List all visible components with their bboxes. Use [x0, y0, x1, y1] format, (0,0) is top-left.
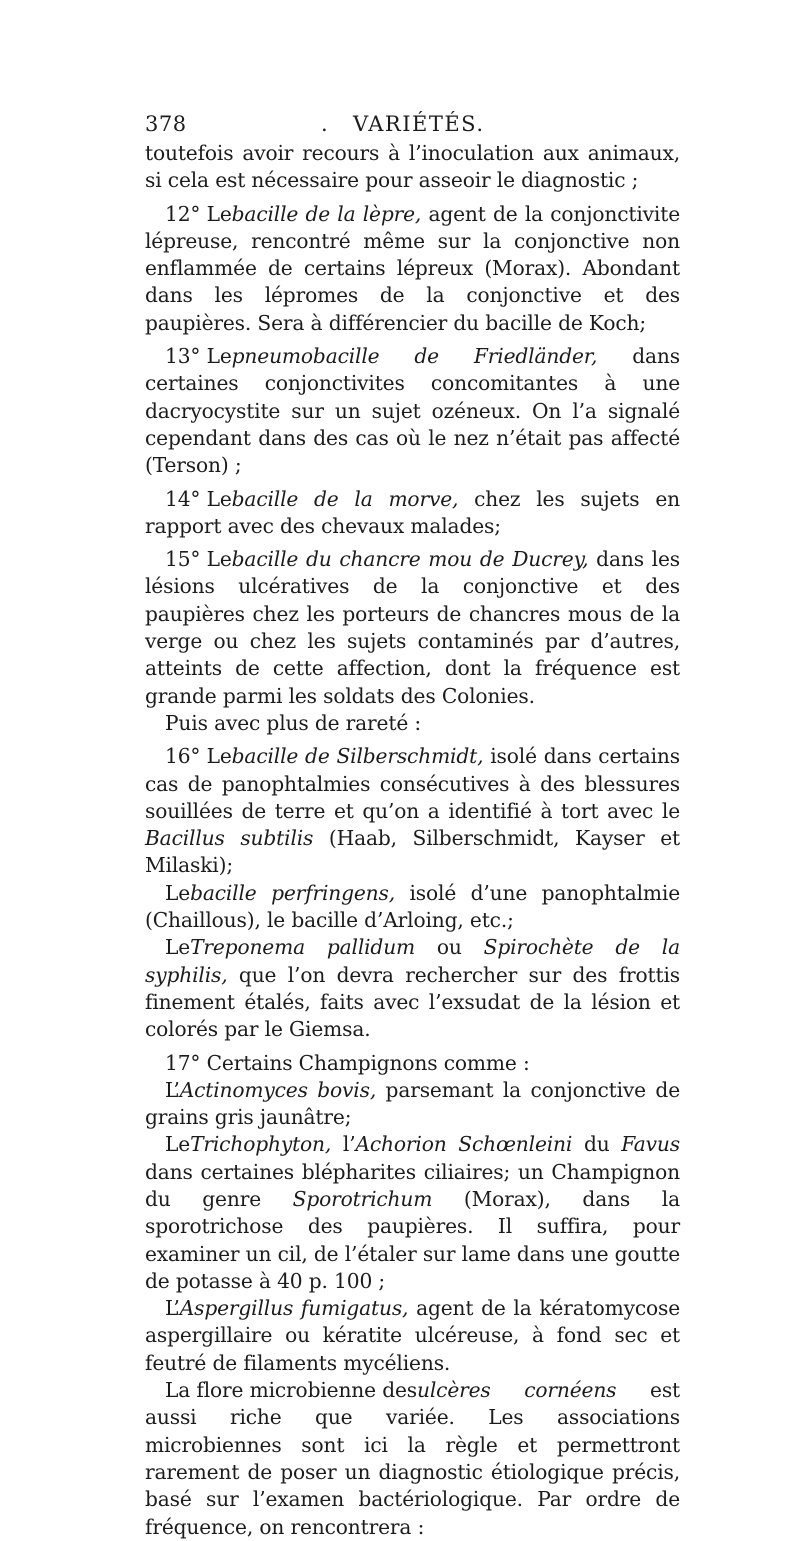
- paragraph-continuation: toutefois avoir recours à l’inoculation aux animaux, si cela est nécessaire pour asseoir le diagnostic ;: [145, 141, 680, 193]
- paragraph-flore: La flore microbienne desulcères cornéens est aussi riche que variée. Les associations microbiennes sont ici la règle et permettront rarement de poser un diagnostic étiologique précis, basé sur l’examen bactériologique. Par ordre de fréquence, on rencontrera :: [145, 1378, 680, 1539]
- paragraph-treponema: LeTreponema pallidum ou Spirochète de la syphilis, que l’on devra rechercher sur des frottis finement étalés, faits avec l’exsudat de la lésion et colorés par le Giemsa.: [145, 935, 680, 1042]
- paragraph-actinomyces: L’Actinomyces bovis, parsemant la conjonctive de grains gris jaunâtre;: [145, 1077, 680, 1130]
- running-title: VARIÉTÉS.: [353, 112, 485, 136]
- paragraph-item-14: 14° Lebacille de la morve, chez les sujets en rapport avec des chevaux malades;: [145, 486, 680, 538]
- header-dot: .: [321, 112, 329, 136]
- paragraph-item-17: 17° Certains Champignons comme :: [165, 1050, 530, 1075]
- paragraph-trichophyton: LeTrichophyton, l’Achorion Schœnleini du Favus dans certaines blépharites ciliaires; un Champignon du genre Sporotrichum (Morax), dans la sporotrichose des paupières. Il suffira, pour examiner un cil, de l’étaler sur lame dans une goutte de potasse à 40 p. 100 ;: [145, 1132, 681, 1293]
- body-text: [145, 140, 680, 1541]
- paragraph-item-15: 15° Lebacille du chancre mou de Ducrey, dans les lésions ulcératives de la conjonctive et des paupières chez les porteurs de chancres mous de la verge ou chez les sujets contaminés par d’autres, atteints de cette affection, dont la fréquence est grande parmi les soldats des Colonies.: [145, 547, 680, 708]
- paragraph-perfringens: Lebacille perfringens, isolé d’une panophtalmie (Chaillous), le bacille d’Arloing, etc.;: [145, 880, 680, 933]
- paragraph-rarer: Puis avec plus de rareté :: [165, 710, 422, 735]
- paragraph-item-13: 13° Lepneumobacille de Friedländer, dans certaines conjonctivites concomitantes à une dacryocystite sur un sujet ozéneux. On l’a signalé cependant dans des cas où le nez n’était pas affecté (Terson) ;: [145, 344, 680, 478]
- page-number: 378: [145, 112, 187, 136]
- paragraph-aspergillus: L’Aspergillus fumigatus, agent de la kératomycose aspergillaire ou kératite ulcéreuse, à fond sec et feutré de filaments mycéliens.: [145, 1296, 680, 1375]
- paragraph-item-12: 12° Lebacille de la lèpre, agent de la conjonctivite lépreuse, rencontré même sur la conjonctive non enflammée de certains lépreux (Morax). Abondant dans les lépromes de la conjonctive et des paupières. Sera à différencier du bacille de Koch;: [145, 201, 680, 335]
- paragraph-item-16: 16° Lebacille de Silberschmidt, isolé dans certains cas de panophtalmies consécutives à des blessures souillées de terre et qu’on a identifié à tort avec le Bacillus subtilis (Haab, Silberschmidt, Kayser et Milaski);: [145, 744, 680, 878]
